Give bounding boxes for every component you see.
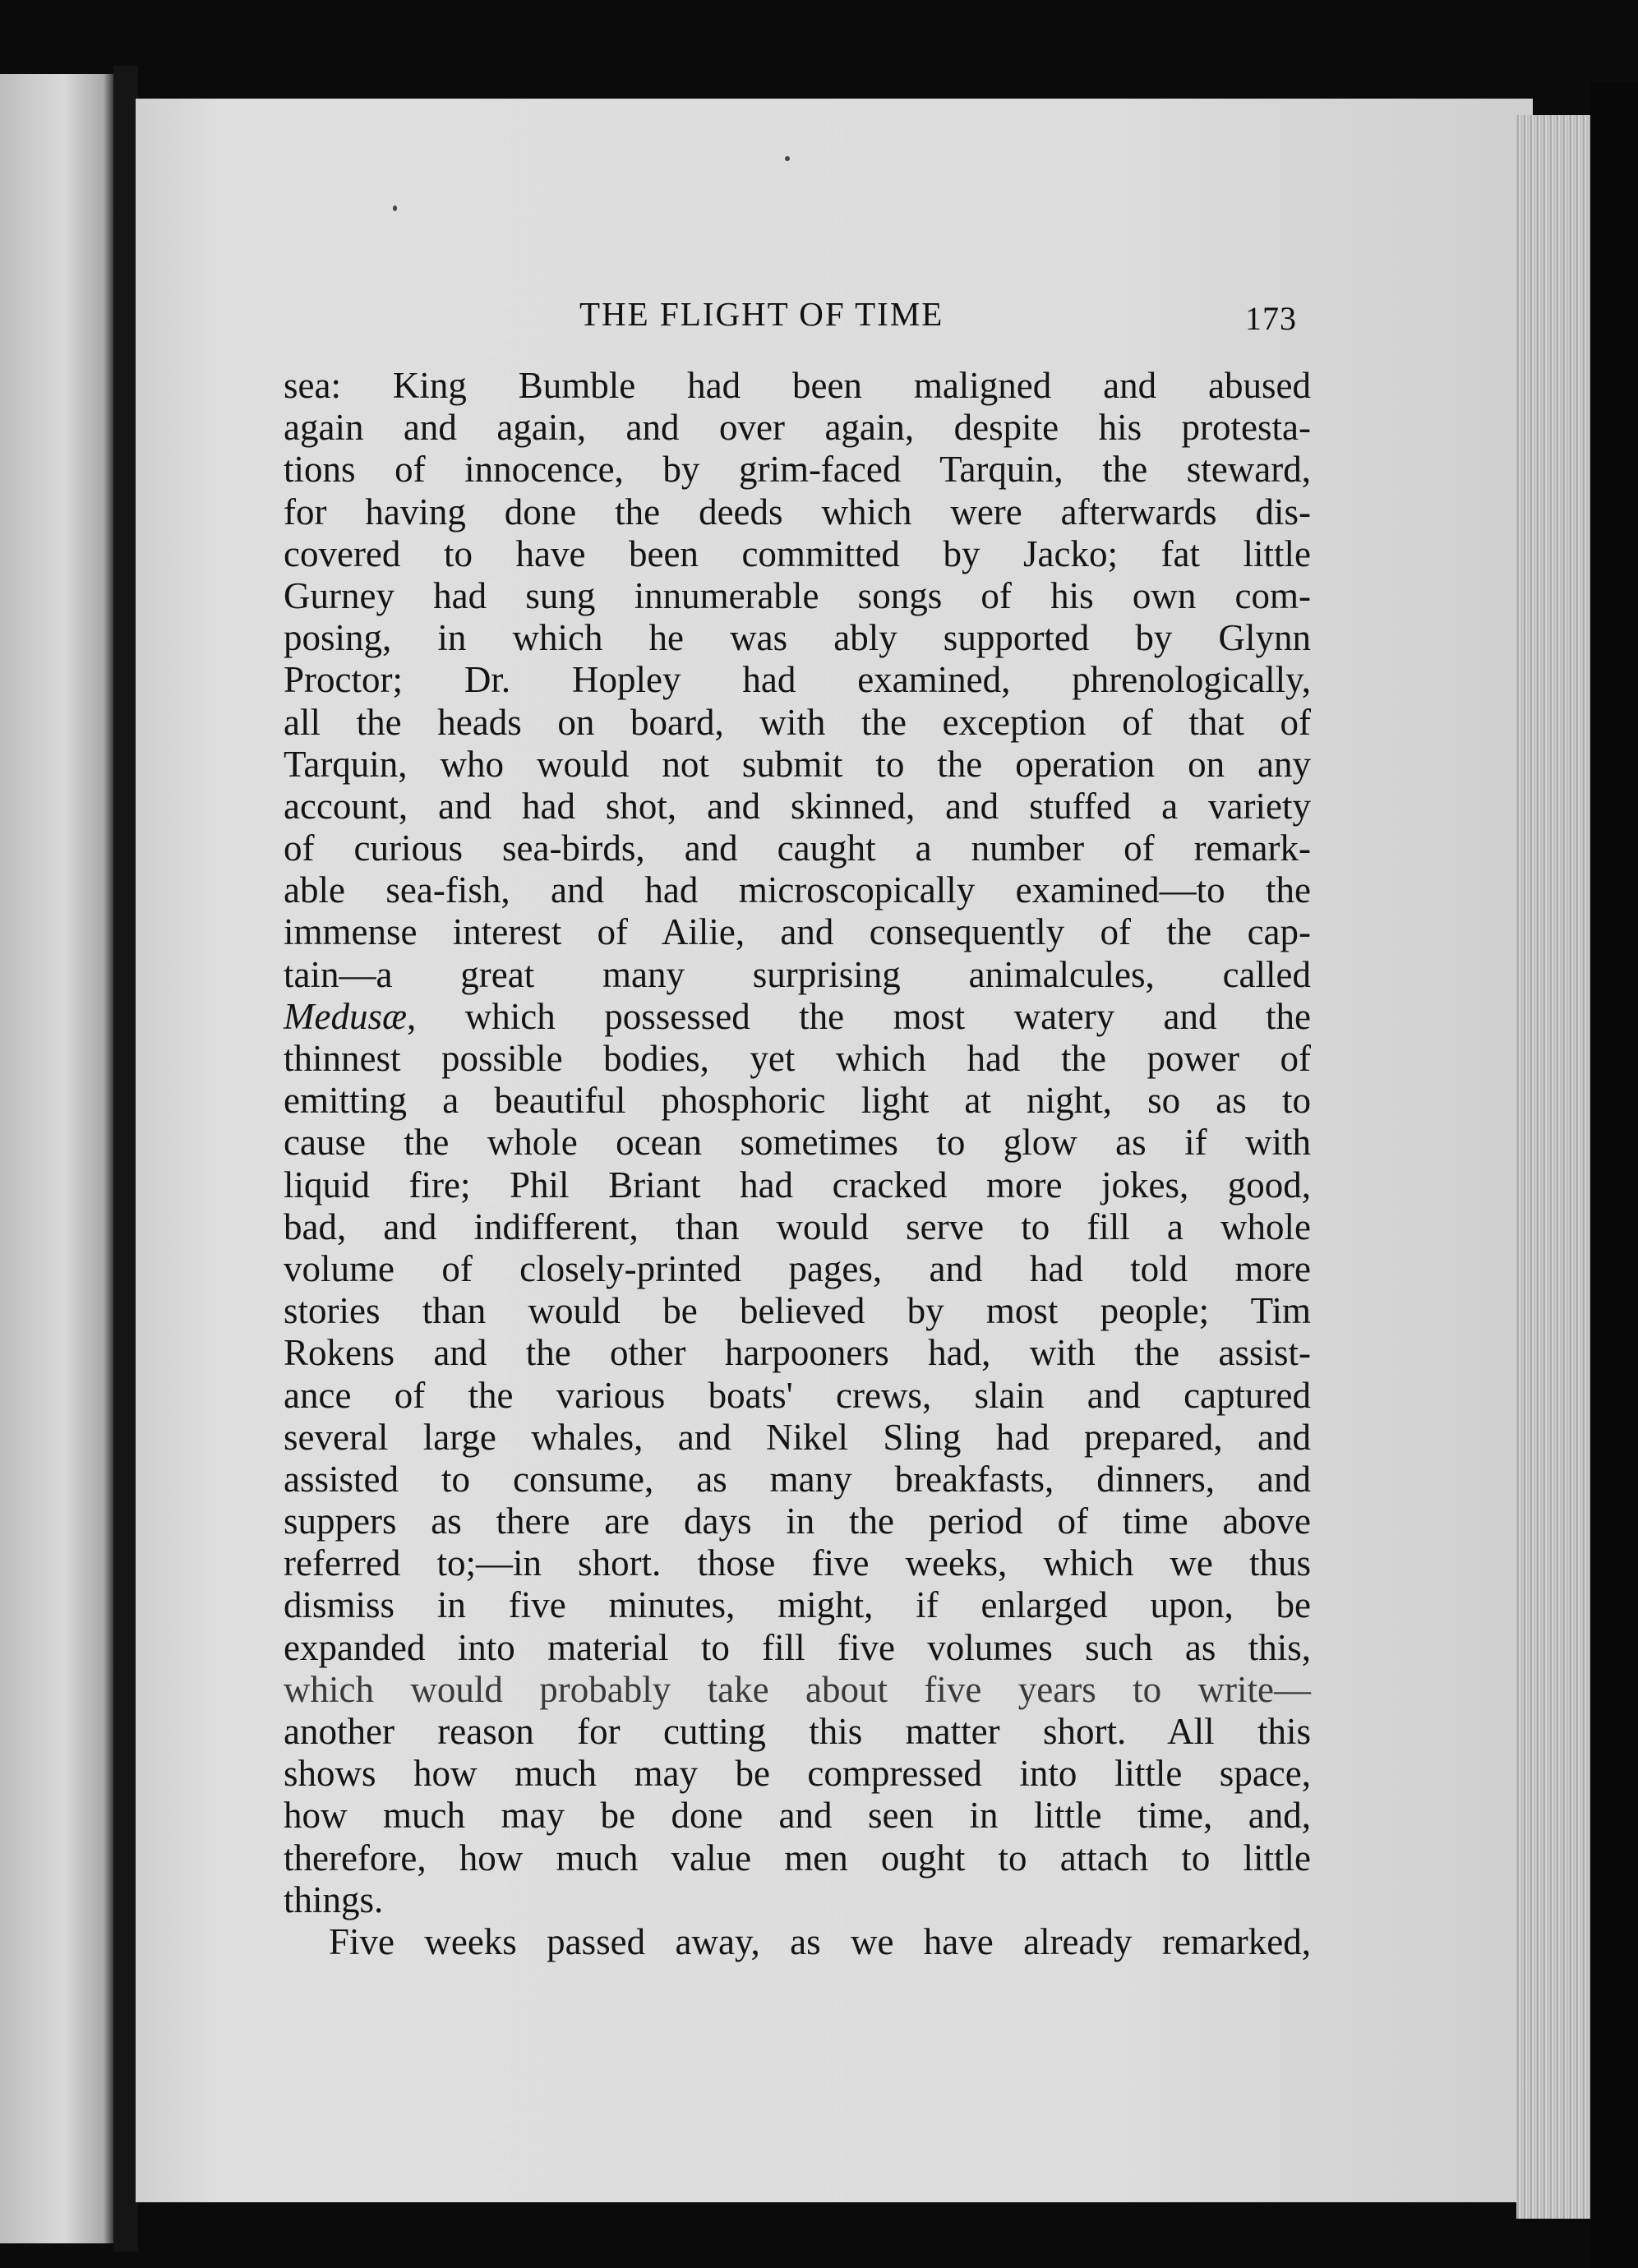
text-line: dismiss in five minutes, might, if enlarged upon, be	[284, 1584, 1311, 1626]
text-line: posing, in which he was ably supported by Glynn	[284, 617, 1311, 659]
text-line: cause the whole ocean sometimes to glow as if with	[284, 1122, 1311, 1164]
text-line: for having done the deeds which were afterwards dis-	[284, 491, 1311, 532]
text-line: several large whales, and Nikel Sling had prepared, and	[284, 1416, 1311, 1458]
text-line: suppers as there are days in the period of time above	[284, 1500, 1311, 1542]
book-gutter	[113, 66, 138, 2252]
text-line: ance of the various boats' crews, slain and captured	[284, 1374, 1311, 1416]
running-title: THE FLIGHT OF TIME	[579, 295, 944, 333]
text-line: able sea-fish, and had microscopically examined—to the	[284, 869, 1311, 911]
text-line: stories than would be believed by most people; Tim	[284, 1290, 1311, 1332]
text-line: how much may be done and seen in little time, and,	[284, 1795, 1311, 1837]
text-line: volume of closely-printed pages, and had told more	[284, 1247, 1311, 1289]
text-line: assisted to consume, as many breakfasts, dinners, and	[284, 1458, 1311, 1500]
text-line: sea: King Bumble had been maligned and abused	[284, 365, 1311, 406]
text-line: again and again, and over again, despite his protesta-	[284, 407, 1311, 449]
dust-speck	[393, 205, 397, 211]
dust-speck	[785, 156, 790, 161]
text-line: Tarquin, who would not submit to the operation on any	[284, 743, 1311, 785]
text-line: immense interest of Ailie, and consequently of the cap-	[284, 911, 1311, 953]
text-line-with-italic	[284, 996, 1311, 1038]
left-page-edge	[0, 74, 115, 2243]
text-line: shows how much may be compressed into little space,	[284, 1753, 1311, 1795]
page-edges-stack	[1516, 115, 1594, 2219]
paragraph-end-line: things.	[284, 1878, 384, 1920]
right-shadow	[1590, 82, 1638, 2268]
text-line-remainder: , which possessed the most watery and the	[407, 995, 1311, 1037]
text-line: thinnest possible bodies, yet which had the power of	[284, 1038, 1311, 1079]
text-line: expanded into material to fill five volumes such as this,	[284, 1626, 1311, 1668]
text-line: account, and had shot, and skinned, and stuffed a variety	[284, 785, 1311, 827]
text-line: Rokens and the other harpooners had, with the assist-	[284, 1332, 1311, 1374]
text-line: covered to have been committed by Jacko; fat little	[284, 532, 1311, 574]
text-line: all the heads on board, with the exception of that of	[284, 701, 1311, 743]
body-text	[284, 365, 1311, 1963]
text-line: tain—a great many surprising animalcules, called	[284, 953, 1311, 995]
text-line: tions of innocence, by grim-faced Tarquin, the steward,	[284, 449, 1311, 491]
new-paragraph-line: Five weeks passed away, as we have already remarked,	[329, 1920, 1311, 1962]
text-line: referred to;—in short. those five weeks, which we thus	[284, 1542, 1311, 1584]
text-line: another reason for cutting this matter short. All this	[284, 1711, 1311, 1752]
text-line: of curious sea-birds, and caught a number of remark-	[284, 827, 1311, 869]
text-line: Proctor; Dr. Hopley had examined, phrenologically,	[284, 659, 1311, 701]
text-line: bad, and indifferent, than would serve to fill a whole	[284, 1205, 1311, 1247]
text-line: which would probably take about five years to write—	[284, 1668, 1311, 1710]
text-line: emitting a beautiful phosphoric light at night, so as to	[284, 1080, 1311, 1122]
italic-word: Medusæ	[284, 995, 407, 1037]
text-line: liquid fire; Phil Briant had cracked more jokes, good,	[284, 1164, 1311, 1205]
page-number: 173	[1245, 300, 1297, 337]
text-line: therefore, how much value men ought to attach to little	[284, 1837, 1311, 1878]
text-line: Gurney had sung innumerable songs of his own com-	[284, 574, 1311, 616]
